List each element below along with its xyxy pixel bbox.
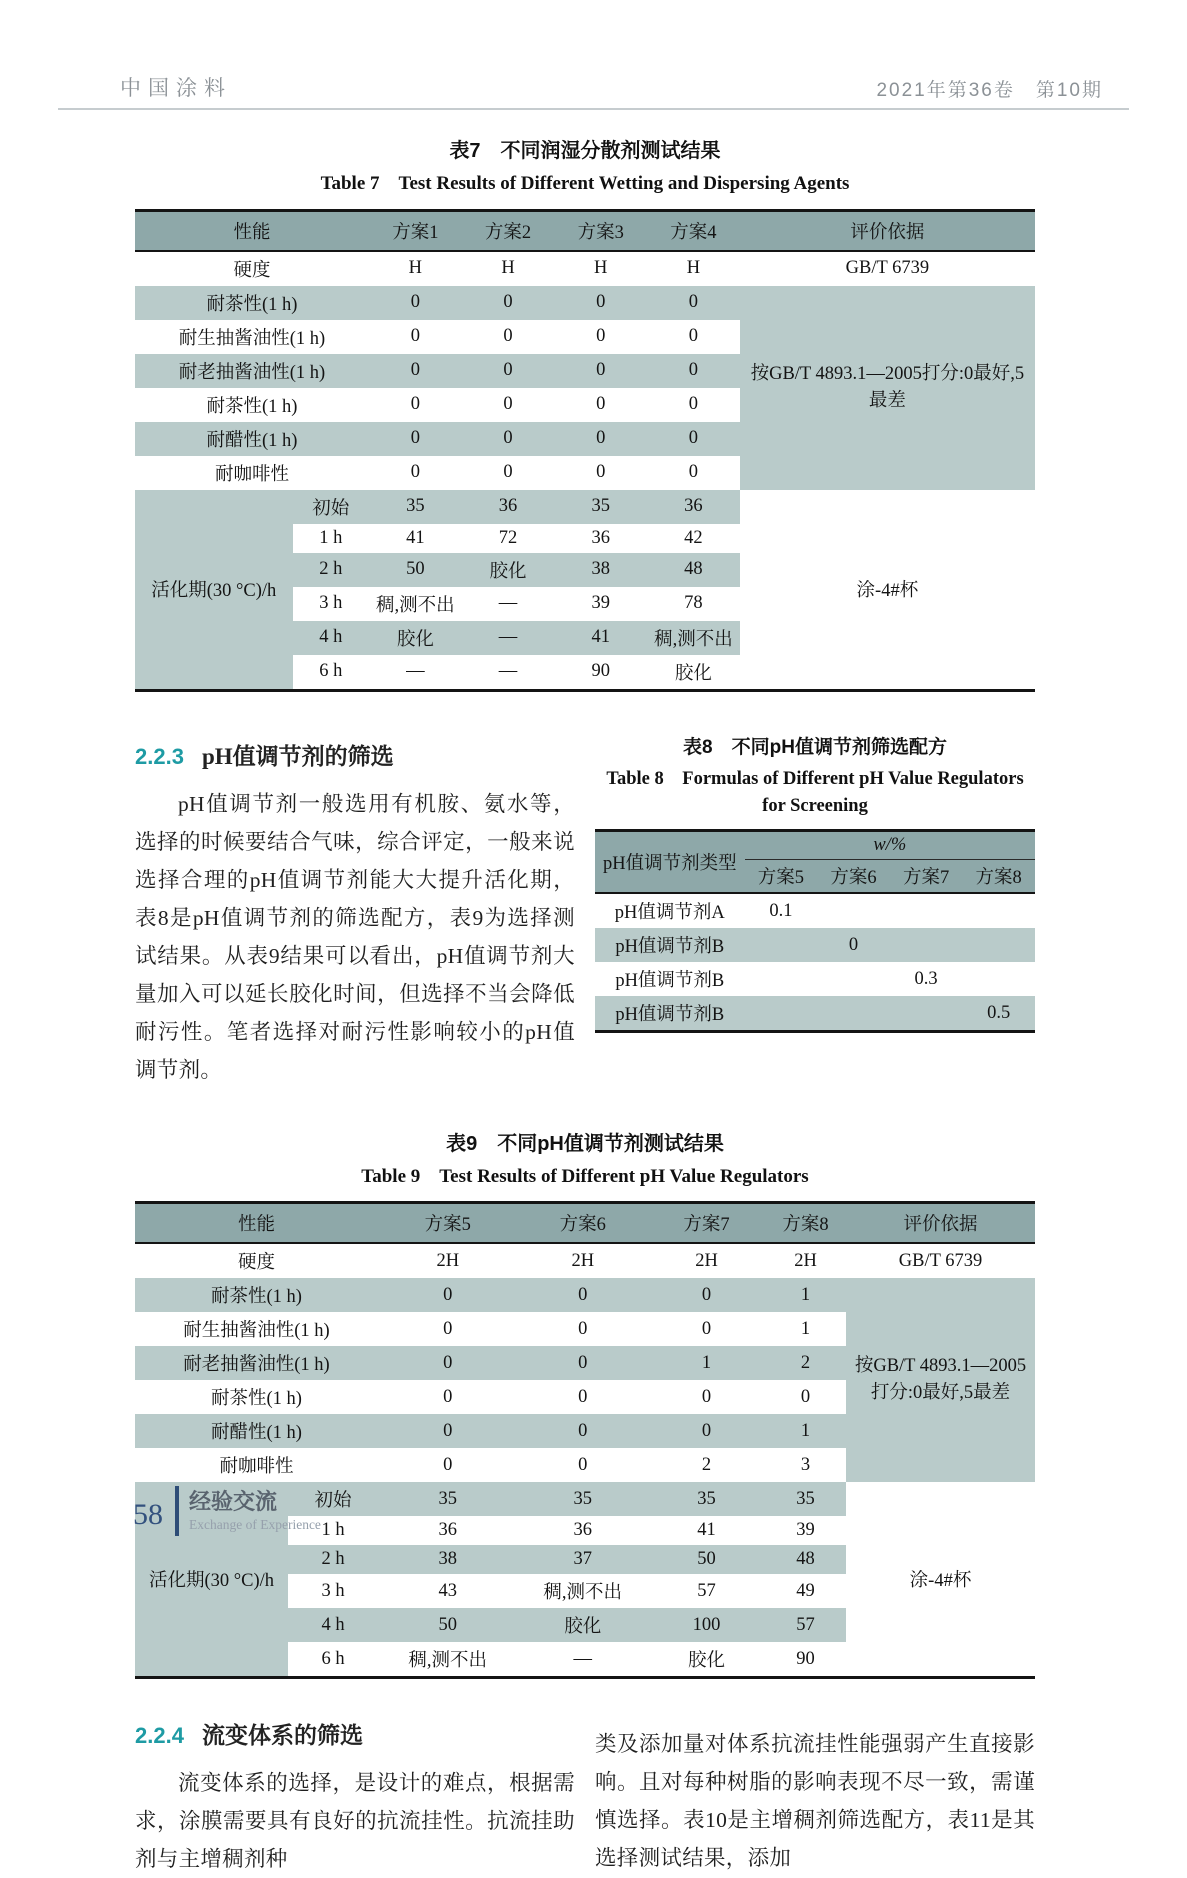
section-224-right-column: [595, 1711, 1035, 1878]
table-header-cell: w/%: [745, 831, 1035, 860]
table-cell: 耐茶性(1 h): [135, 1278, 378, 1312]
table-cell: [745, 996, 818, 1032]
data-table: [135, 209, 1035, 692]
table-cell: 耐茶性(1 h): [135, 1380, 378, 1414]
table-cell: 0: [462, 456, 555, 490]
table-cell: GB/T 6739: [846, 1243, 1035, 1278]
table-cell: 0: [369, 388, 462, 422]
table-cell: 0: [462, 354, 555, 388]
table-cell: 2H: [518, 1243, 649, 1278]
table-header-row: [135, 210, 1035, 251]
table-cell: 2H: [648, 1243, 765, 1278]
table-cell: 72: [462, 524, 555, 553]
table-cell: 0.3: [890, 962, 963, 996]
table-cell: 36: [462, 490, 555, 524]
table-cell: pH值调节剂B: [595, 962, 745, 996]
section-224-left-column: [135, 1711, 575, 1878]
table-cell: 0: [647, 388, 740, 422]
table-header-cell: 方案7: [648, 1203, 765, 1244]
data-table: [595, 829, 1035, 1033]
table-cell: 49: [765, 1574, 846, 1608]
section-224-number: 2.2.4: [135, 1723, 184, 1748]
table-cell: 耐生抽酱油性(1 h): [135, 1312, 378, 1346]
table-header-cell: 方案6: [518, 1203, 649, 1244]
table-cell: pH值调节剂B: [595, 996, 745, 1032]
table-cell: 38: [554, 553, 647, 587]
table-cell: 78: [647, 587, 740, 621]
table-cell: 耐茶性(1 h): [135, 388, 369, 422]
table-cell: 2: [765, 1346, 846, 1380]
table-cell: 按GB/T 4893.1—2005打分:0最好,5最差: [740, 286, 1035, 490]
table-cell: 0: [369, 320, 462, 354]
table-header-cell: pH值调节剂类型: [595, 831, 745, 894]
table-cell: 0: [378, 1448, 518, 1482]
table-cell: 0: [647, 456, 740, 490]
table-cell: 耐茶性(1 h): [135, 286, 369, 320]
section-223-heading: [135, 738, 575, 771]
table-row: [595, 928, 1035, 962]
table-cell: 涂-4#杯: [740, 490, 1035, 691]
table-cell: 胶化: [647, 655, 740, 691]
table-row: [135, 251, 1035, 286]
table-cell: [890, 996, 963, 1032]
table-cell: 耐咖啡性: [135, 1448, 378, 1482]
table9-title-en: Table 9 Test Results of Different pH Value Regulators: [361, 1165, 809, 1187]
table-cell: 0: [648, 1414, 765, 1448]
table-cell: 0: [817, 928, 890, 962]
data-table: [135, 1201, 1035, 1679]
table-cell: 0: [554, 286, 647, 320]
table-cell: 0: [378, 1346, 518, 1380]
table-cell: 35: [554, 490, 647, 524]
table-cell: 硬度: [135, 1243, 378, 1278]
table-cell: 按GB/T 4893.1—2005打分:0最好,5最差: [846, 1278, 1035, 1482]
table-cell: 0: [462, 320, 555, 354]
table-cell: 2H: [378, 1243, 518, 1278]
table-cell: 4 h: [293, 621, 370, 655]
table-cell: 耐老抽酱油性(1 h): [135, 354, 369, 388]
table-cell: 36: [554, 524, 647, 553]
table-cell: 稠,测不出: [369, 587, 462, 621]
table9-block: [135, 1127, 1035, 1680]
section-224-row: [135, 1711, 1035, 1878]
table-cell: 36: [518, 1516, 649, 1545]
table-cell: 100: [648, 1608, 765, 1642]
table-cell: 2 h: [293, 553, 370, 587]
table-cell: 0: [462, 422, 555, 456]
table-cell: pH值调节剂B: [595, 928, 745, 962]
footer-section-en: Exchange of Experience: [189, 1517, 321, 1533]
table9-title-zh: 表9 不同pH值调节剂测试结果: [446, 1132, 724, 1155]
table-cell: [817, 962, 890, 996]
table-header-cell: 方案8: [962, 860, 1035, 894]
table-cell: 3 h: [293, 587, 370, 621]
table-row: [135, 490, 1035, 524]
table-cell: H: [554, 251, 647, 286]
table-cell: 6 h: [293, 655, 370, 691]
table-cell: 活化期(30 °C)/h: [135, 1482, 288, 1678]
table-cell: —: [369, 655, 462, 691]
table-cell: 0: [648, 1278, 765, 1312]
table-cell: 0: [647, 320, 740, 354]
table-cell: 36: [378, 1516, 518, 1545]
table-cell: [817, 893, 890, 928]
table-cell: —: [462, 621, 555, 655]
table-cell: [817, 996, 890, 1032]
table-cell: 0: [554, 388, 647, 422]
table-cell: 35: [648, 1482, 765, 1516]
page-footer: [133, 1486, 321, 1536]
table-cell: 硬度: [135, 251, 369, 286]
table-cell: 57: [765, 1608, 846, 1642]
table-row: [135, 1243, 1035, 1278]
table-cell: 耐生抽酱油性(1 h): [135, 320, 369, 354]
table-header-cell: 方案6: [817, 860, 890, 894]
table-cell: 0: [518, 1414, 649, 1448]
table-cell: 50: [648, 1545, 765, 1574]
table-cell: 0: [378, 1380, 518, 1414]
table-cell: 48: [765, 1545, 846, 1574]
table-cell: 0: [648, 1380, 765, 1414]
table-cell: 胶化: [648, 1642, 765, 1678]
table-cell: 0: [378, 1278, 518, 1312]
table8-title-zh: 表8 不同pH值调节剂筛选配方: [683, 736, 947, 758]
table-cell: [890, 893, 963, 928]
table-cell: 38: [378, 1545, 518, 1574]
table-cell: 4 h: [288, 1608, 378, 1642]
footer-section: [189, 1489, 321, 1533]
page-header: [58, 0, 1129, 102]
table-header-cell: 方案5: [378, 1203, 518, 1244]
table-cell: 0: [647, 286, 740, 320]
table9: [135, 1201, 1035, 1679]
table-cell: 35: [369, 490, 462, 524]
table-row: [135, 1278, 1035, 1312]
table-cell: 1: [765, 1312, 846, 1346]
table-cell: H: [369, 251, 462, 286]
table-cell: 0: [369, 354, 462, 388]
table-cell: 50: [378, 1608, 518, 1642]
table-cell: 0: [647, 422, 740, 456]
table-cell: 1 h: [288, 1516, 378, 1545]
table-cell: 2 h: [288, 1545, 378, 1574]
table-header-row: [595, 831, 1035, 860]
table-cell: H: [462, 251, 555, 286]
table-cell: 胶化: [518, 1608, 649, 1642]
section-224-title: 流变体系的筛选: [201, 1723, 363, 1748]
table-cell: 41: [369, 524, 462, 553]
table-cell: pH值调节剂A: [595, 893, 745, 928]
table-cell: 胶化: [369, 621, 462, 655]
table-cell: —: [518, 1642, 649, 1678]
table-cell: 0.5: [962, 996, 1035, 1032]
table8: [595, 829, 1035, 1033]
table-cell: 0: [518, 1346, 649, 1380]
table-header-cell: 方案2: [462, 210, 555, 251]
table-cell: 耐醋性(1 h): [135, 422, 369, 456]
table-cell: 0: [369, 286, 462, 320]
table-cell: 0: [378, 1414, 518, 1448]
table8-title-en: Table 8 Formulas of Different pH Value Regulators for Screening: [606, 768, 1024, 817]
table-cell: 0: [518, 1448, 649, 1482]
table-cell: 35: [765, 1482, 846, 1516]
table-cell: 初始: [288, 1482, 378, 1516]
section-224-paragraph-right: 类及添加量对体系抗流挂性能强弱产生直接影响。且对每种树脂的影响表现不尽一致，需谨慎选择。表10是主增稠剂筛选配方，表11是其选择测试结果，添加: [595, 1732, 1035, 1870]
table-cell: H: [647, 251, 740, 286]
table-cell: 0: [647, 354, 740, 388]
table-cell: 1: [765, 1414, 846, 1448]
table-cell: [962, 928, 1035, 962]
table-cell: 1: [648, 1346, 765, 1380]
table-cell: 1 h: [293, 524, 370, 553]
table-cell: 36: [647, 490, 740, 524]
table-cell: 90: [554, 655, 647, 691]
table-row: [595, 893, 1035, 928]
table-cell: 0.1: [745, 893, 818, 928]
table-cell: 3 h: [288, 1574, 378, 1608]
table-cell: 活化期(30 °C)/h: [135, 490, 293, 691]
table-header-cell: 方案4: [647, 210, 740, 251]
section-223-title: pH值调节剂的筛选: [201, 743, 394, 769]
table-cell: [890, 928, 963, 962]
footer-divider-bar: [175, 1486, 179, 1536]
table-cell: 0: [554, 354, 647, 388]
table-cell: 0: [518, 1278, 649, 1312]
page-number: 58: [133, 1498, 163, 1531]
table-cell: 胶化: [462, 553, 555, 587]
table-cell: 42: [647, 524, 740, 553]
table-cell: 41: [554, 621, 647, 655]
table-header-cell: 评价依据: [740, 210, 1035, 251]
table-cell: —: [462, 587, 555, 621]
table-cell: 0: [369, 422, 462, 456]
table-cell: 耐醋性(1 h): [135, 1414, 378, 1448]
table7-title-zh: 表7 不同润湿分散剂测试结果: [449, 140, 721, 162]
table-header-cell: 性能: [135, 1203, 378, 1244]
table-cell: 3: [765, 1448, 846, 1482]
header-divider: [58, 108, 1129, 110]
table-cell: 耐咖啡性: [135, 456, 369, 490]
table-cell: 0: [462, 286, 555, 320]
table-header-cell: 性能: [135, 210, 369, 251]
table-cell: 37: [518, 1545, 649, 1574]
table-cell: 0: [518, 1312, 649, 1346]
table7: [135, 209, 1035, 692]
table8-column: [595, 732, 1035, 1089]
table-cell: 0: [369, 456, 462, 490]
table-cell: 35: [518, 1482, 649, 1516]
table-cell: —: [462, 655, 555, 691]
table-header-cell: 方案5: [745, 860, 818, 894]
table-cell: 90: [765, 1642, 846, 1678]
table-cell: [745, 962, 818, 996]
table-cell: 6 h: [288, 1642, 378, 1678]
section-223-row: [135, 732, 1035, 1089]
table-header-cell: 方案8: [765, 1203, 846, 1244]
table-cell: 耐老抽酱油性(1 h): [135, 1346, 378, 1380]
table-cell: 2H: [765, 1243, 846, 1278]
table-cell: 0: [518, 1380, 649, 1414]
table-cell: [745, 928, 818, 962]
table-cell: 2: [648, 1448, 765, 1482]
table-cell: 48: [647, 553, 740, 587]
table-cell: 0: [462, 388, 555, 422]
table-cell: 1: [765, 1278, 846, 1312]
section-224-paragraph-left: 流变体系的选择，是设计的难点，根据需求，涂膜需要具有良好的抗流挂性。抗流挂助剂与主增稠剂种: [135, 1771, 575, 1871]
table-cell: 0: [554, 320, 647, 354]
issue-info: 2021年第36卷 第10期: [876, 80, 1103, 101]
journal-name: 中国涂料: [120, 77, 232, 100]
section-224-heading: [135, 1717, 575, 1750]
table-cell: 0: [648, 1312, 765, 1346]
table-header-cell: 方案1: [369, 210, 462, 251]
table-cell: 35: [378, 1482, 518, 1516]
table-cell: 稠,测不出: [647, 621, 740, 655]
table-cell: 初始: [293, 490, 370, 524]
table-header-row: [135, 1203, 1035, 1244]
section-223-number: 2.2.3: [135, 743, 184, 769]
table-cell: 0: [765, 1380, 846, 1414]
table-cell: 57: [648, 1574, 765, 1608]
page-content: [135, 134, 1035, 1878]
section-223-paragraph: pH值调节剂一般选用有机胺、氨水等，选择的时候要结合气味，综合评定，一般来说选择合理的pH值调节剂能大大提升活化期，表8是pH值调节剂的筛选配方，表9为选择测试结果。从表9结果可以看出，pH值调节剂大量加入可以延长胶化时间，但选择不当会降低耐污性。笔者选择对耐污性影响较小的pH值调节剂。: [135, 791, 575, 1082]
table-cell: GB/T 6739: [740, 251, 1035, 286]
table-cell: 39: [765, 1516, 846, 1545]
table-cell: 涂-4#杯: [846, 1482, 1035, 1678]
table-cell: 41: [648, 1516, 765, 1545]
table-cell: 43: [378, 1574, 518, 1608]
table-cell: [962, 962, 1035, 996]
table-header-cell: 方案3: [554, 210, 647, 251]
table-cell: 稠,测不出: [378, 1642, 518, 1678]
table-cell: 0: [554, 422, 647, 456]
section-223-text-column: [135, 732, 575, 1089]
table-row: [595, 962, 1035, 996]
table-header-cell: 评价依据: [846, 1203, 1035, 1244]
table-header-cell: 方案7: [890, 860, 963, 894]
table-row: [595, 996, 1035, 1032]
table-cell: 稠,测不出: [518, 1574, 649, 1608]
table7-title-en: Table 7 Test Results of Different Wetting and Dispersing Agents: [320, 173, 850, 194]
footer-section-zh: 经验交流: [189, 1488, 278, 1514]
table-cell: 50: [369, 553, 462, 587]
table-cell: 0: [554, 456, 647, 490]
table-cell: 0: [378, 1312, 518, 1346]
table-cell: 39: [554, 587, 647, 621]
table-cell: [962, 893, 1035, 928]
table-row: [135, 286, 1035, 320]
